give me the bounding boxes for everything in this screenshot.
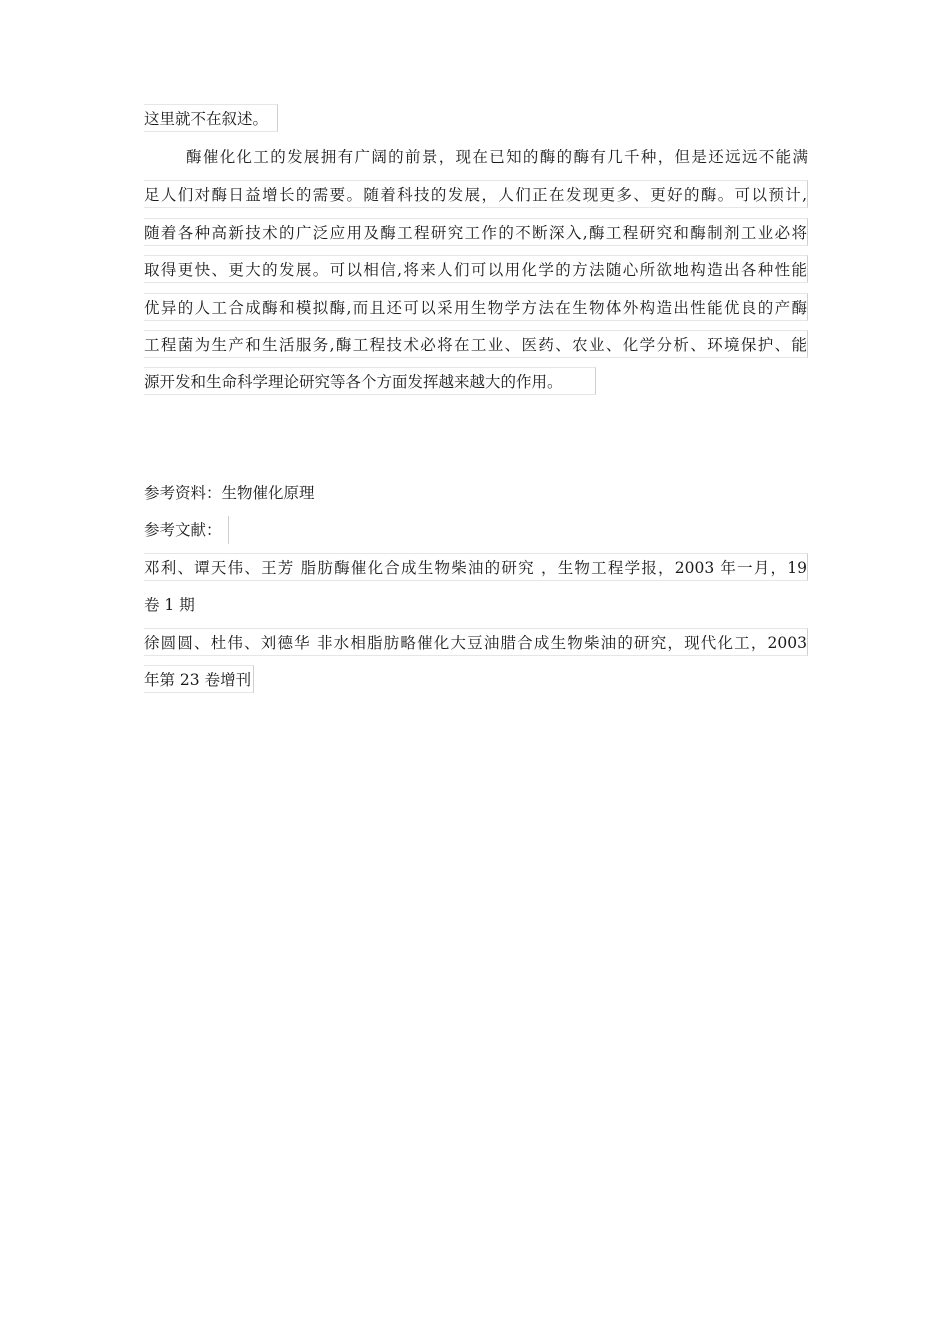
reference-line: 邓利、谭天伟、王芳 脂肪酶催化合成生物柴油的研究 ，生物工程学报，2003 年一月，19 [144,553,808,581]
paragraph-line: 优异的人工合成酶和模拟酶,而且还可以采用生物学方法在生物体外构造出性能优良的产酶 [144,293,808,321]
paragraph-line: 足人们对酶日益增长的需要。随着科技的发展，人们正在发现更多、更好的酶。可以预计, [144,180,808,208]
reference-line: 徐圆圆、杜伟、刘德华 非水相脂肪略催化大豆油腊合成生物柴油的研究，现代化工，2003 [144,628,808,656]
intro-tail-line: 这里就不在叙述。 [144,104,278,132]
paragraph-line: 源开发和生命科学理论研究等各个方面发挥越来越大的作用。 [144,367,596,395]
paragraph-line: 随着各种高新技术的广泛应用及酶工程研究工作的不断深入,酶工程研究和酶制剂工业必将 [144,218,808,246]
reference-line: 卷 1 期 [144,596,195,614]
paragraph-line: 工程菌为生产和生活服务,酶工程技术必将在工业、医药、农业、化学分析、环境保护、能 [144,330,808,358]
paragraph-line: 酶催化化工的发展拥有广阔的前景，现在已知的酶的酶有几千种，但是还远远不能满 [186,148,808,166]
source-label: 参考资料：生物催化原理 [144,484,315,502]
literature-label: 参考文献： [144,516,229,544]
reference-line: 年第 23 卷增刊 [144,665,254,693]
paragraph-line: 取得更快、更大的发展。可以相信,将来人们可以用化学的方法随心所欲地构造出各种性能 [144,255,808,283]
